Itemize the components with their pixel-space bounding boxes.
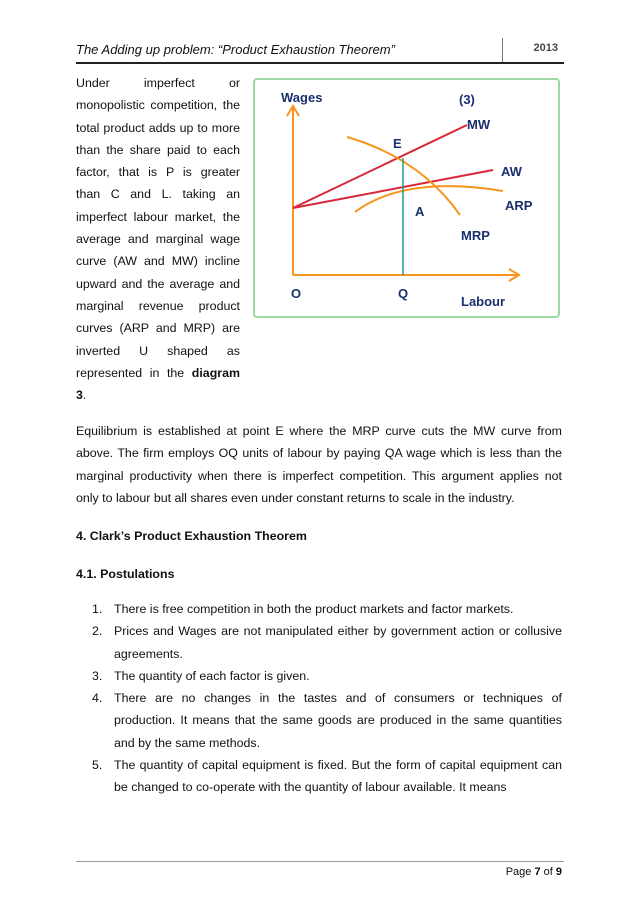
header-title: The Adding up problem: “Product Exhaustion Theorem” [76, 42, 395, 57]
wage-diagram [253, 78, 560, 318]
list-text: The quantity of capital equipment is fixed. But the form of capital equipment can be changed to co-operate with the quantity of labour available. It means [114, 758, 562, 795]
section-heading: 4. Clark’s Product Exhaustion Theorem [76, 529, 307, 543]
mw-label: MW [467, 117, 491, 132]
diagram-number: (3) [459, 92, 475, 107]
list-text: The quantity of each factor is given. [114, 668, 310, 683]
a-label: A [415, 204, 425, 219]
arp-curve [355, 186, 503, 212]
list-item [76, 598, 562, 620]
x-axis-label: Labour [461, 294, 506, 309]
header-rule [76, 62, 564, 64]
footer-mid: of [540, 866, 556, 878]
list-item [76, 620, 562, 665]
e-label: E [393, 136, 402, 151]
subsection-heading: 4.1. Postulations [76, 567, 175, 581]
q-label: Q [398, 286, 409, 301]
intro-text: Under imperfect or monopolistic competition, the total product adds up to more than the share paid to each factor, that is P is greater than C and L. taking an imperfect labour market, the average and marginal wage curve (AW and MW) incline upward and the average and marginal revenue product curves (ARP and MRP) are inverted U shaped as represented in the [76, 76, 240, 380]
mw-curve [293, 125, 467, 208]
list-item [76, 687, 562, 754]
list-number: 2. [92, 624, 103, 639]
mrp-label: MRP [461, 228, 490, 243]
diagram-svg [255, 80, 558, 316]
arp-label: ARP [505, 198, 533, 213]
header-year: 2013 [533, 42, 558, 54]
aw-label: AW [501, 164, 522, 179]
list-item [76, 665, 562, 687]
list-text: Prices and Wages are not manipulated either by government action or collusive agreements. [114, 624, 562, 661]
page-footer [506, 866, 562, 878]
postulations-list [76, 598, 562, 799]
footer-rule [76, 861, 564, 862]
list-number: 3. [92, 668, 103, 683]
y-axis-label: Wages [281, 90, 323, 105]
intro-end: . [82, 388, 87, 403]
list-text: There is free competition in both the product markets and factor markets. [114, 602, 514, 616]
equilibrium-paragraph: Equilibrium is established at point E where the MRP curve cuts the MW curve from above. The firm employs OQ units of labour by paying QA wage which is less than the marginal productivity when there is imperfect competition. This argument applies not only to labour but all shares even under constant returns to scale in the industry. [76, 424, 562, 505]
list-number: 5. [92, 758, 103, 773]
intro-diagram-ref: diagram 3 [76, 365, 240, 403]
origin-label: O [291, 286, 302, 301]
footer-prefix: Page [505, 866, 535, 878]
list-text: There are no changes in the tastes and of consumers or techniques of production. It means that the same goods are produced in the same quantities and by the same methods. [114, 691, 562, 750]
aw-curve [293, 170, 493, 208]
list-number: 1. [92, 602, 103, 616]
page-header [76, 38, 564, 64]
current-page: 7 [534, 866, 541, 878]
list-item [76, 754, 562, 799]
list-number: 4. [92, 691, 103, 706]
header-divider [502, 38, 503, 62]
intro-paragraph [76, 72, 240, 406]
total-pages: 9 [555, 866, 562, 878]
